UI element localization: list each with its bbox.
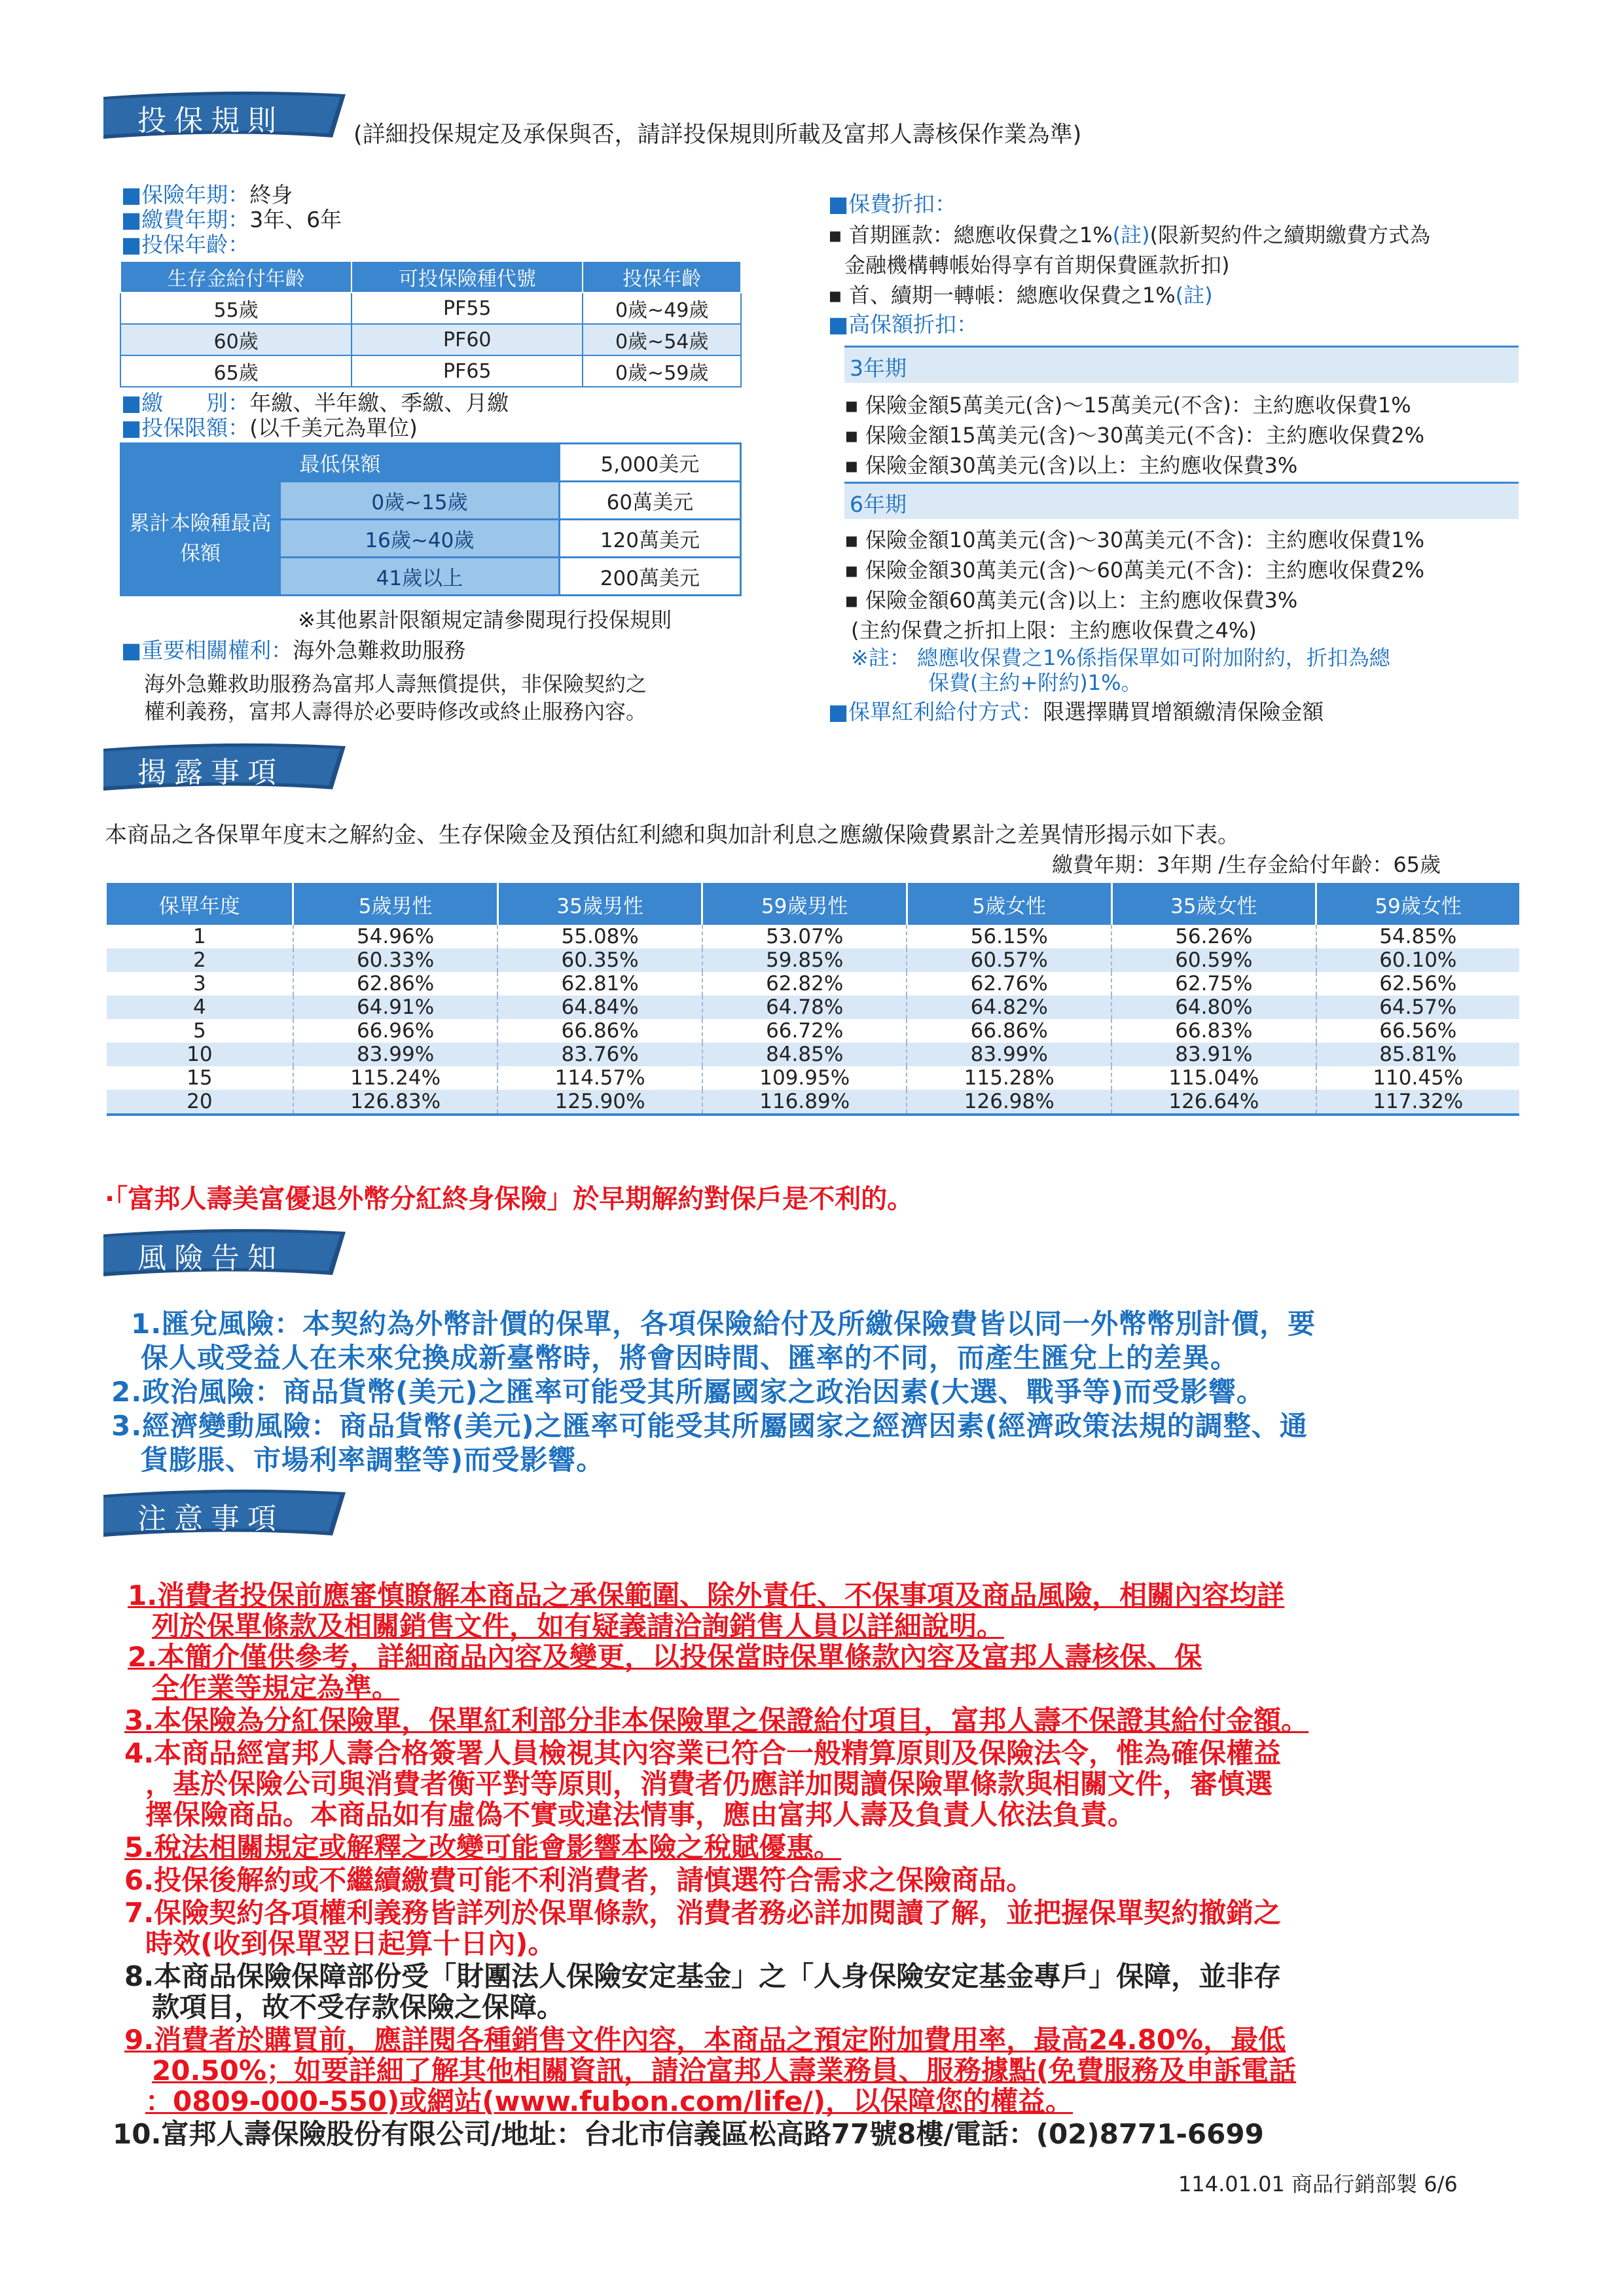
table-cell: 110.45%	[1316, 1066, 1519, 1090]
disclosure-condition: 繳費年期：3年期 /生存金給付年齡：65歲	[1052, 852, 1441, 877]
rights-label: ■重要相關權利：	[121, 637, 293, 663]
table-row	[107, 1043, 1519, 1066]
age-table-header: 可投保險種代號	[352, 261, 583, 293]
limit-table	[120, 442, 742, 596]
table-cell: 66.83%	[1111, 1019, 1316, 1043]
cell: 0歲~59歲	[583, 355, 741, 387]
table-cell: 115.28%	[907, 1066, 1111, 1090]
rules-note: (詳細投保規定及承保與否，請詳投保規則所載及富邦人壽核保作業為準)	[353, 122, 1082, 148]
table-cell: 64.82%	[907, 996, 1111, 1019]
table-cell: 55.08%	[497, 925, 702, 948]
age-band: 41歲以上	[280, 558, 560, 596]
table-cell: 60.59%	[1111, 948, 1316, 972]
term-label: ■保險年期：	[121, 182, 250, 207]
max-value: 60萬美元	[559, 482, 740, 520]
discount-label: ■保費折扣：	[828, 191, 957, 217]
min-label: 最低保額	[121, 444, 560, 482]
notice-item: 2.本簡介僅供參考，詳細商品內容及變更，以投保當時保單條款內容及富邦人壽核保、保	[128, 1641, 1202, 1673]
table-cell: 125.90%	[497, 1090, 702, 1115]
dividend-line	[828, 695, 1324, 726]
table-cell: 66.72%	[702, 1019, 907, 1043]
table-cell: 62.76%	[907, 972, 1111, 996]
cell: 60歲	[120, 324, 352, 355]
y3-item: ▪ 保險金額5萬美元(含)～15萬美元(不含)：主約應收保費1%	[844, 393, 1411, 418]
rights-desc: 權利義務，富邦人壽得於必要時修改或終止服務內容。	[144, 699, 647, 724]
y6-subhead	[844, 482, 1519, 519]
cell: PF60	[352, 324, 583, 355]
table-cell: 66.56%	[1316, 1019, 1519, 1043]
table-cell: 3	[193, 972, 206, 996]
max-value: 120萬美元	[559, 520, 740, 558]
age-table-header: 投保年齡	[583, 261, 741, 293]
limit-note: ※其他累計限額規定請參閱現行投保規則	[298, 607, 672, 632]
table-cell: 56.15%	[907, 925, 1111, 948]
dividend-label: ■保單紅利給付方式：	[828, 699, 1043, 725]
table-cell: 53.07%	[702, 925, 907, 948]
table-cell: 59.85%	[702, 948, 907, 972]
table-cell: 126.83%	[293, 1090, 498, 1115]
cell: PF65	[352, 355, 583, 387]
rules-banner	[103, 90, 352, 141]
cell: 0歲~49歲	[583, 293, 741, 324]
table-cell: 15	[187, 1066, 213, 1090]
table-row	[107, 925, 1519, 948]
table-row	[107, 1090, 1519, 1115]
limit-label: ■投保限額：	[121, 415, 250, 440]
table-cell: 62.75%	[1111, 972, 1316, 996]
table-cell: 60.33%	[293, 948, 498, 972]
notice-item: 9.消費者於購買前，應詳閱各種銷售文件內容，本商品之預定附加費用率，最高24.80%，最低	[124, 2024, 1286, 2056]
discount-text: (限新契約件之續期繳費方式為	[1149, 223, 1431, 247]
table-cell: 126.64%	[1111, 1090, 1316, 1115]
table-cell: 83.99%	[907, 1043, 1111, 1066]
table-cell: 126.98%	[907, 1090, 1111, 1115]
table-cell: 64.80%	[1111, 996, 1316, 1019]
table-cell: 116.89%	[702, 1090, 907, 1115]
table-row	[120, 355, 741, 387]
table-cell: 64.84%	[497, 996, 702, 1019]
column-header: 5歲女性	[907, 883, 1111, 925]
rights-desc: 海外急難救助服務為富邦人壽無償提供，非保險契約之	[144, 672, 647, 696]
disclosure-banner	[103, 742, 352, 793]
table-cell: 60.57%	[907, 948, 1111, 972]
page-footer: 114.01.01 商品行銷部製 6/6	[1178, 2172, 1458, 2197]
table-cell: 64.78%	[702, 996, 907, 1019]
disclosure-intro: 本商品之各保單年度末之解約金、生存保險金及預估紅利總和與加計利息之應繳保險費累計之差異情形揭示如下表。	[105, 822, 1240, 848]
cell: 65歲	[120, 355, 352, 387]
y6-title: 6年期	[850, 492, 907, 517]
table-cell: 83.76%	[497, 1043, 702, 1066]
cell: 0歲~54歲	[583, 324, 741, 355]
notice-item: 5.稅法相關規定或解釋之改變可能會影響本險之稅賦優惠。	[124, 1831, 842, 1863]
table-cell: 2	[107, 948, 293, 972]
notice-item: 3.本保險為分紅保險單，保單紅利部分非本保險單之保證給付項目，富邦人壽不保證其給付金額。	[124, 1704, 1309, 1736]
notice-item: 1.消費者投保前應審慎瞭解本商品之承保範圍、除外責任、不保事項及商品風險，相關內容均詳	[128, 1579, 1285, 1611]
age-band: 16歲~40歲	[280, 520, 560, 558]
y6-item: ▪ 保險金額60萬美元(含)以上：主約應收保費3%	[844, 588, 1298, 613]
limit-value: (以千美元為單位)	[249, 415, 418, 440]
table-cell: 84.85%	[702, 1043, 907, 1066]
pay-label: ■繳費年期：	[121, 207, 250, 232]
disclosure-title: 揭露事項	[137, 756, 284, 789]
table-cell: 115.04%	[1111, 1066, 1316, 1090]
table-cell: 85.81%	[1316, 1043, 1519, 1066]
y6-item: ▪ 保險金額30萬美元(含)～60萬美元(不含)：主約應收保費2%	[844, 558, 1425, 583]
rules-title: 投保規則	[137, 104, 284, 137]
high-label: ■高保額折扣：	[828, 312, 979, 337]
age-table	[120, 260, 742, 387]
table-row	[107, 1019, 1519, 1043]
notice-item: 20.50%；如要詳細了解其他相關資訊，請洽富邦人壽業務員、服務據點(免費服務及申訴電話	[152, 2054, 1297, 2087]
cell: 55歲	[120, 293, 352, 324]
table-row	[120, 324, 741, 355]
table-cell: 54.96%	[293, 925, 498, 948]
mode-label: ■繳 別：	[121, 390, 250, 416]
discount-line	[828, 279, 1213, 309]
notice-item: 6.投保後解約或不繼續繳費可能不利消費者，請慎選符合需求之保險商品。	[124, 1864, 1034, 1896]
risk-item: 2.政治風險：商品貨幣(美元)之匯率可能受其所屬國家之政治因素(大選、戰爭等)而受影響。	[111, 1376, 1265, 1408]
column-header: 5歲男性	[293, 883, 498, 925]
rights-value: 海外急難救助服務	[293, 637, 466, 663]
table-cell: 64.57%	[1316, 996, 1519, 1019]
notice-item: 款項目，故不受存款保險之保障。	[152, 1991, 565, 2023]
y6-item: ▪ 保險金額10萬美元(含)～30萬美元(不含)：主約應收保費1%	[844, 528, 1425, 552]
footnote-ref: (註)	[1112, 223, 1150, 247]
table-cell: 54.85%	[1316, 925, 1519, 948]
table-cell: 10	[107, 1043, 293, 1066]
table-cell: 20	[107, 1090, 293, 1115]
table-cell: 64.91%	[293, 996, 498, 1019]
table-cell: 109.95%	[702, 1066, 907, 1090]
notice-item: 列於保單條款及相關銷售文件，如有疑義請洽詢銷售人員以詳細說明。	[152, 1610, 1005, 1642]
footnote-ref: (註)	[1175, 283, 1213, 308]
table-cell: 60.35%	[497, 948, 702, 972]
table-cell: 62.82%	[702, 972, 907, 996]
table-cell: 115.24%	[293, 1066, 498, 1090]
discount-cap: (主約保費之折扣上限：主約應收保費之4%)	[851, 618, 1257, 643]
discount-line: 金融機構轉帳始得享有首期保費匯款折扣)	[844, 253, 1230, 278]
table-row	[107, 1066, 1519, 1090]
table-cell: 60.10%	[1316, 948, 1519, 972]
min-value: 5,000美元	[559, 444, 740, 482]
disclosure-table	[107, 883, 1519, 1116]
table-cell: 83.99%	[293, 1043, 498, 1066]
notice-banner	[103, 1488, 352, 1539]
table-cell: 114.57%	[497, 1066, 702, 1090]
cell: PF55	[352, 293, 583, 324]
y3-item: ▪ 保險金額15萬美元(含)～30萬美元(不含)：主約應收保費2%	[844, 423, 1425, 448]
age-label: ■投保年齡：	[121, 232, 250, 257]
term-value: 終身	[249, 182, 293, 207]
table-cell: 117.32%	[1316, 1090, 1519, 1115]
risk-item: 1.匯兌風險：本契約為外幣計價的保單，各項保險給付及所繳保險費皆以同一外幣幣別計價，要	[131, 1308, 1316, 1340]
table-cell: 66.86%	[497, 1019, 702, 1043]
table-cell: 56.26%	[1111, 925, 1316, 948]
table-cell: 83.91%	[1111, 1043, 1316, 1066]
age-table-header: 生存金給付年齡	[120, 261, 352, 293]
discount-text: ▪ 首期匯款：總應收保費之1%	[828, 223, 1113, 247]
table-row	[107, 996, 1519, 1019]
column-header: 保單年度	[107, 883, 293, 925]
notice-item: 4.本商品經富邦人壽合格簽署人員檢視其內容業已符合一般精算原則及保險法令，惟為確保權益	[124, 1737, 1282, 1769]
footnote: ※註： 總應收保費之1%係指保單如可附加附約，折扣為總	[851, 645, 1390, 670]
risk-title: 風險告知	[137, 1242, 284, 1275]
column-header: 59歲女性	[1316, 883, 1519, 925]
age-band: 0歲~15歲	[280, 482, 560, 520]
rights-line	[121, 634, 465, 664]
table-cell: 66.86%	[907, 1019, 1111, 1043]
limit-line	[121, 411, 418, 442]
risk-banner	[103, 1228, 352, 1279]
pay-value: 3年、6年	[249, 207, 342, 232]
notice-item: 8.本商品保險保障部份受「財團法人保險安定基金」之「人身保險安定基金專戶」保障，並非存	[124, 1960, 1282, 1992]
table-cell: 5	[193, 1019, 206, 1043]
max-value: 200萬美元	[559, 558, 740, 596]
risk-item: 貨膨脹、市場利率調整等)而受影響。	[141, 1444, 605, 1476]
table-cell: 1	[193, 925, 206, 948]
dividend-value: 限選擇購買增額繳清保險金額	[1043, 699, 1324, 725]
notice-item: 7.保險契約各項權利義務皆詳列於保單條款，消費者務必詳加閱讀了解，並把握保單契約撤銷之	[124, 1897, 1282, 1929]
column-header: 59歲男性	[702, 883, 907, 925]
table-cell: 66.96%	[293, 1019, 498, 1043]
column-header: 35歲男性	[497, 883, 702, 925]
table-cell: 62.56%	[1316, 972, 1519, 996]
discount-line	[828, 219, 1430, 249]
footnote: 保費(主約+附約)1%。	[928, 670, 1142, 695]
company-info: 10.富邦人壽保險股份有限公司/地址：台北市信義區松高路77號8樓/電話：(02)8771-6699	[113, 2118, 1264, 2150]
y3-subhead	[844, 346, 1519, 383]
discount-text: ▪ 首、續期一轉帳：總應收保費之1%	[828, 283, 1176, 308]
max-label: 累計本險種最高保額	[121, 482, 280, 596]
notice-item: 全作業等規定為準。	[152, 1672, 400, 1704]
notice-item: ，基於保險公司與消費者衡平對等原則，消費者仍應詳加閱讀保險單條款與相關文件，審慎選	[145, 1768, 1273, 1800]
table-row	[107, 972, 1519, 996]
notice-title: 注意事項	[137, 1502, 284, 1535]
notice-item: ：0809-000-550)或網站(www.fubon.com/life/)，以保障您的權益。	[145, 2085, 1074, 2117]
early-surrender-warning: ·「富邦人壽美富優退外幣分紅終身保險」於早期解約對保戶是不利的。	[105, 1184, 914, 1214]
table-row	[120, 293, 741, 324]
risk-item: 保人或受益人在未來兌換成新臺幣時，將會因時間、匯率的不同，而產生匯兌上的差異。	[141, 1342, 1239, 1374]
y3-item: ▪ 保險金額30萬美元(含)以上：主約應收保費3%	[844, 453, 1298, 478]
y3-title: 3年期	[850, 355, 907, 381]
notice-item: 擇保險商品。本商品如有虛偽不實或違法情事，應由富邦人壽及負責人依法負責。	[145, 1799, 1136, 1831]
table-cell: 62.86%	[293, 972, 498, 996]
table-row	[107, 948, 1519, 972]
table-cell: 62.81%	[497, 972, 702, 996]
notice-item: 時效(收到保單翌日起算十日內)。	[145, 1928, 556, 1960]
risk-item: 3.經濟變動風險：商品貨幣(美元)之匯率可能受其所屬國家之經濟因素(經濟政策法規的調整、通	[111, 1410, 1308, 1442]
table-cell: 4	[107, 996, 293, 1019]
column-header: 35歲女性	[1111, 883, 1316, 925]
mode-value: 年繳、半年繳、季繳、月繳	[249, 390, 509, 416]
